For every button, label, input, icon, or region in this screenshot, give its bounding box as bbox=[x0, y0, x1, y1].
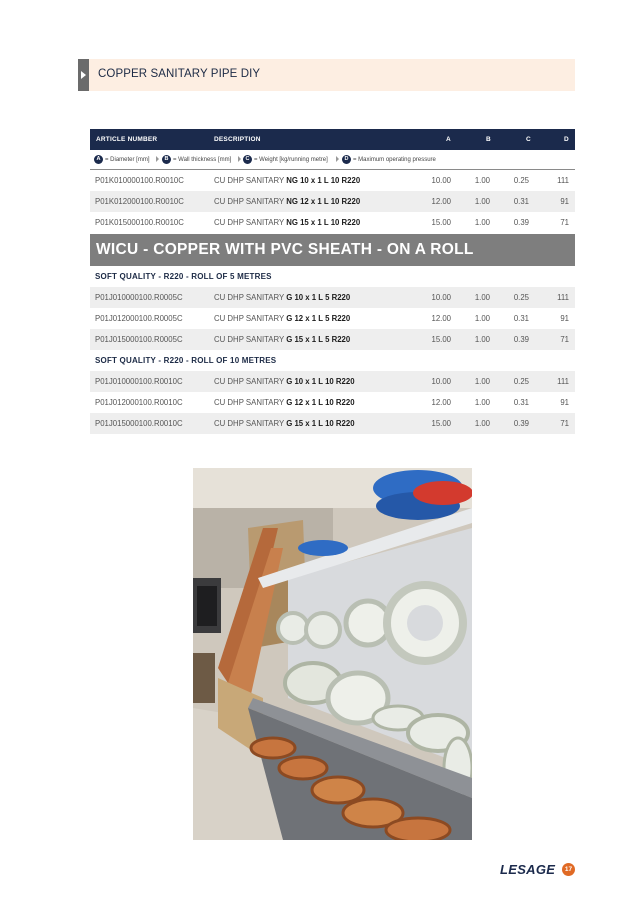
cell-a: 12.00 bbox=[431, 398, 451, 407]
brand-logo: LESAGE bbox=[500, 862, 556, 877]
cell-a: 15.00 bbox=[431, 218, 451, 227]
desc-bold: G 15 x 1 L 10 R220 bbox=[286, 419, 355, 428]
table-row bbox=[90, 371, 575, 392]
legend-badge-a: A bbox=[94, 155, 103, 164]
cell-c: 0.31 bbox=[513, 197, 529, 206]
desc-bold: G 12 x 1 L 10 R220 bbox=[286, 398, 355, 407]
legend-item-c bbox=[243, 155, 328, 164]
cell-description bbox=[214, 218, 360, 227]
desc-prefix: CU DHP SANITARY bbox=[214, 398, 285, 407]
table-row bbox=[90, 287, 575, 308]
cell-description bbox=[214, 293, 350, 302]
desc-bold: NG 12 x 1 L 10 R220 bbox=[286, 197, 361, 206]
cell-a: 12.00 bbox=[431, 197, 451, 206]
cell-b: 1.00 bbox=[474, 176, 490, 185]
cell-d: 111 bbox=[557, 377, 569, 386]
cell-c: 0.39 bbox=[513, 419, 529, 428]
legend-separator bbox=[156, 156, 159, 162]
cell-article: P01K012000100.R0010C bbox=[95, 197, 184, 206]
cell-a: 15.00 bbox=[431, 335, 451, 344]
header-d: D bbox=[564, 136, 569, 143]
cell-article: P01J012000100.R0005C bbox=[95, 314, 183, 323]
legend-item-b bbox=[162, 155, 231, 164]
table-row bbox=[90, 392, 575, 413]
cell-c: 0.25 bbox=[513, 176, 529, 185]
cell-b: 1.00 bbox=[474, 197, 490, 206]
desc-prefix: CU DHP SANITARY bbox=[214, 218, 285, 227]
header-description: DESCRIPTION bbox=[214, 136, 261, 143]
legend-separator bbox=[238, 156, 241, 162]
cell-b: 1.00 bbox=[474, 335, 490, 344]
desc-prefix: CU DHP SANITARY bbox=[214, 419, 285, 428]
cell-description bbox=[214, 419, 355, 428]
desc-prefix: CU DHP SANITARY bbox=[214, 197, 285, 206]
category-banner-text: WICU - COPPER WITH PVC SHEATH - ON A ROLL bbox=[96, 241, 474, 258]
store-shelf-illustration bbox=[193, 468, 472, 840]
cell-c: 0.39 bbox=[513, 335, 529, 344]
cell-description bbox=[214, 197, 360, 206]
page-number: 17 bbox=[562, 863, 575, 876]
cell-article: P01K015000100.R0010C bbox=[95, 218, 184, 227]
table-row bbox=[90, 170, 575, 191]
cell-article: P01J010000100.R0005C bbox=[95, 293, 183, 302]
desc-prefix: CU DHP SANITARY bbox=[214, 293, 285, 302]
cell-d: 91 bbox=[560, 197, 569, 206]
legend-separator bbox=[336, 156, 339, 162]
legend-item-a bbox=[94, 155, 150, 164]
desc-bold: G 15 x 1 L 5 R220 bbox=[286, 335, 351, 344]
table-row bbox=[90, 308, 575, 329]
cell-article: P01J015000100.R0005C bbox=[95, 335, 183, 344]
cell-description bbox=[214, 335, 350, 344]
cell-article: P01J015000100.R0010C bbox=[95, 419, 183, 428]
cell-b: 1.00 bbox=[474, 398, 490, 407]
category-banner bbox=[90, 234, 575, 266]
cell-d: 111 bbox=[557, 293, 569, 302]
desc-prefix: CU DHP SANITARY bbox=[214, 335, 285, 344]
legend-text-c: = Weight [kg/running metre] bbox=[254, 157, 328, 164]
product-photo bbox=[193, 468, 472, 840]
header-article-number: ARTICLE NUMBER bbox=[96, 136, 158, 143]
subsection-heading bbox=[90, 266, 575, 287]
header-c: C bbox=[526, 136, 531, 143]
cell-a: 12.00 bbox=[431, 314, 451, 323]
section-marker bbox=[78, 59, 89, 91]
desc-bold: G 10 x 1 L 10 R220 bbox=[286, 377, 355, 386]
cell-b: 1.00 bbox=[474, 314, 490, 323]
cell-d: 91 bbox=[560, 314, 569, 323]
desc-bold: NG 10 x 1 L 10 R220 bbox=[286, 176, 361, 185]
legend-text-b: = Wall thickness [mm] bbox=[173, 157, 232, 164]
table-row bbox=[90, 191, 575, 212]
cell-b: 1.00 bbox=[474, 377, 490, 386]
table-row bbox=[90, 212, 575, 233]
cell-c: 0.31 bbox=[513, 398, 529, 407]
legend-badge-b: B bbox=[162, 155, 171, 164]
desc-prefix: CU DHP SANITARY bbox=[214, 377, 285, 386]
cell-article: P01J010000100.R0010C bbox=[95, 377, 183, 386]
desc-bold: G 12 x 1 L 5 R220 bbox=[286, 314, 351, 323]
cell-b: 1.00 bbox=[474, 293, 490, 302]
cell-article: P01J012000100.R0010C bbox=[95, 398, 183, 407]
subsection-heading-text: SOFT QUALITY - R220 - ROLL OF 10 METRES bbox=[95, 356, 277, 365]
cell-a: 10.00 bbox=[431, 377, 451, 386]
cell-description bbox=[214, 377, 355, 386]
legend-text-a: = Diameter [mm] bbox=[105, 157, 150, 164]
subsection-heading bbox=[90, 350, 575, 371]
desc-bold: NG 15 x 1 L 10 R220 bbox=[286, 218, 361, 227]
header-b: B bbox=[486, 136, 491, 143]
subsection-heading-text: SOFT QUALITY - R220 - ROLL OF 5 METRES bbox=[95, 272, 272, 281]
cell-c: 0.25 bbox=[513, 293, 529, 302]
cell-d: 91 bbox=[560, 398, 569, 407]
table-row bbox=[90, 413, 575, 434]
cell-c: 0.25 bbox=[513, 377, 529, 386]
legend-badge-c: C bbox=[243, 155, 252, 164]
product-table bbox=[90, 129, 575, 434]
cell-a: 10.00 bbox=[431, 293, 451, 302]
cell-c: 0.39 bbox=[513, 218, 529, 227]
table-header bbox=[90, 129, 575, 150]
column-legend bbox=[90, 150, 575, 170]
cell-article: P01K010000100.R0010C bbox=[95, 176, 184, 185]
desc-prefix: CU DHP SANITARY bbox=[214, 314, 285, 323]
cell-description bbox=[214, 176, 360, 185]
legend-text-d: = Maximum operating pressure bbox=[353, 157, 436, 164]
cell-c: 0.31 bbox=[513, 314, 529, 323]
cell-d: 71 bbox=[560, 218, 569, 227]
cell-d: 111 bbox=[557, 176, 569, 185]
cell-b: 1.00 bbox=[474, 218, 490, 227]
section-header bbox=[78, 59, 575, 91]
desc-prefix: CU DHP SANITARY bbox=[214, 176, 285, 185]
cell-b: 1.00 bbox=[474, 419, 490, 428]
cell-d: 71 bbox=[560, 335, 569, 344]
cell-description bbox=[214, 314, 350, 323]
play-arrow-icon bbox=[81, 71, 86, 79]
header-a: A bbox=[446, 136, 451, 143]
legend-badge-d: D bbox=[342, 155, 351, 164]
section-title: COPPER SANITARY PIPE DIY bbox=[98, 68, 261, 80]
cell-d: 71 bbox=[560, 419, 569, 428]
cell-a: 15.00 bbox=[431, 419, 451, 428]
desc-bold: G 10 x 1 L 5 R220 bbox=[286, 293, 351, 302]
cell-a: 10.00 bbox=[431, 176, 451, 185]
table-row bbox=[90, 329, 575, 350]
cell-description bbox=[214, 398, 355, 407]
legend-item-d bbox=[342, 155, 436, 164]
